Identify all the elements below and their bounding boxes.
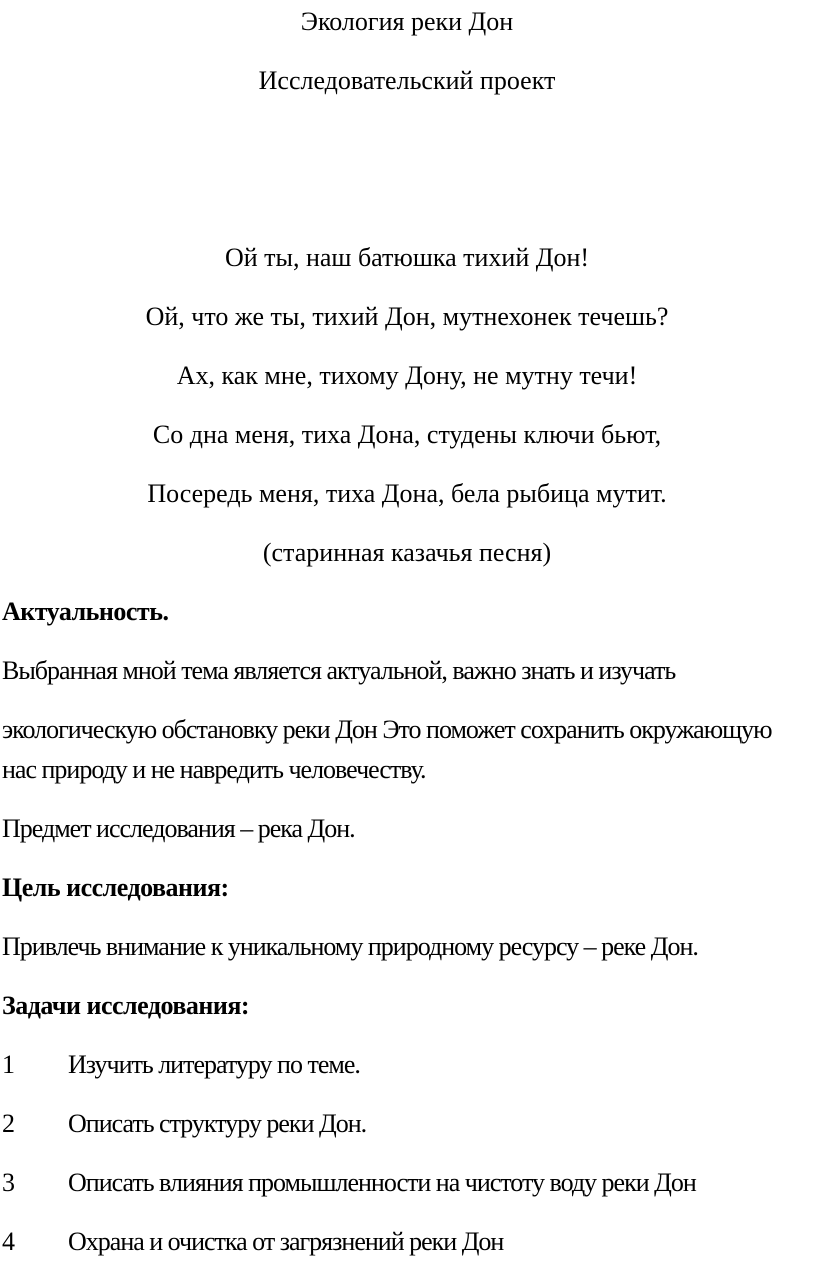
poem-line: Ах, как мне, тихому Дону, не мутну течи! [176, 361, 638, 390]
task-item [2, 1045, 812, 1085]
blank-lines-spacer [2, 120, 812, 238]
research-subject: Предмет исследования – река Дон. [2, 814, 355, 843]
task-number: 3 [2, 1168, 14, 1197]
section-tasks [2, 986, 812, 1262]
task-text: Описать влияния промышленности на чистоту воду реки Дон [68, 1168, 696, 1197]
poem-line: Ой, что же ты, тихий Дон, мутнехонек течешь? [145, 302, 669, 331]
relevance-body [2, 710, 812, 790]
goal-heading: Цель исследования: [2, 873, 229, 902]
task-text: Изучить литературу по теме. [68, 1050, 360, 1079]
task-number: 4 [2, 1227, 14, 1256]
epigraph-poem [2, 238, 812, 573]
relevance-body-line: экологическую обстановку реки Дон Это поможет сохранить окружающую [2, 715, 772, 744]
relevance-heading: Актуальность. [2, 597, 169, 626]
document-subtitle: Исследовательский проект [258, 66, 556, 95]
poem-line: Со дна меня, тиха Дона, студены ключи бьют, [152, 420, 662, 449]
document-title: Экология реки Дон [300, 7, 514, 36]
section-goal [2, 868, 812, 967]
task-number: 2 [2, 1109, 14, 1138]
task-item [2, 1104, 812, 1144]
relevance-body-line: нас природу и не навредить человечеству. [2, 755, 426, 784]
poem-line: Посередь меня, тиха Дона, бела рыбица мутит. [147, 479, 667, 508]
task-text: Описать структуру реки Дон. [68, 1109, 367, 1138]
task-number: 1 [2, 1050, 14, 1079]
section-relevance [2, 592, 812, 849]
poem-attribution: (старинная казачья песня) [262, 538, 552, 567]
task-text: Охрана и очистка от загрязнений реки Дон [68, 1227, 504, 1256]
poem-line: Ой ты, наш батюшка тихий Дон! [224, 243, 590, 272]
goal-text: Привлечь внимание к уникальному природному ресурсу – реке Дон. [2, 932, 698, 961]
relevance-intro: Выбранная мной тема является актуальной, важно знать и изучать [2, 656, 676, 685]
task-item [2, 1163, 812, 1203]
task-item [2, 1222, 812, 1262]
tasks-heading: Задачи исследования: [2, 991, 250, 1020]
